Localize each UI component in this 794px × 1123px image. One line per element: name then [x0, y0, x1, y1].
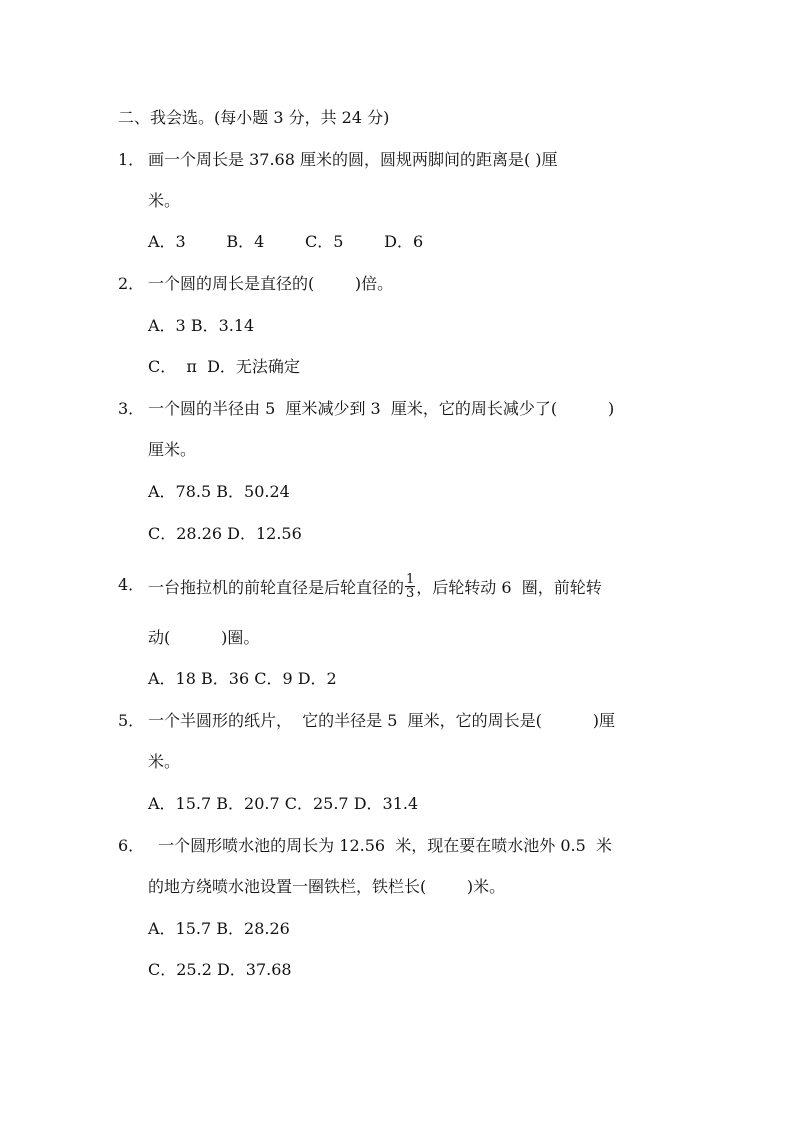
question-number: 6．	[118, 836, 145, 855]
question-text-continued: 的地方绕喷水池设置一圈铁栏，铁栏长( )米。	[148, 877, 506, 896]
question-text-continued: 米。	[148, 752, 181, 771]
question-text: 一个圆的半径由 5 厘米减少到 3 厘米，它的周长减少了( )	[148, 399, 615, 418]
question-text-part: ，后轮转动 6 圈，前轮转	[416, 578, 602, 597]
answer-options: A．15.7 B．28.26	[148, 919, 290, 938]
answer-options: A．78.5 B．50.24	[148, 482, 290, 501]
question-text: 一个圆的周长是直径的( )倍。	[148, 274, 394, 293]
question-number: 2．	[118, 274, 145, 293]
question-text-continued: 厘米。	[148, 440, 197, 459]
question-text: 一个圆形喷水池的周长为 12.56 米，现在要在喷水池外 0.5 米	[148, 836, 612, 855]
question-text-continued: 动( )圈。	[148, 628, 260, 647]
answer-options: A．3 B．4 C．5 D．6	[148, 232, 424, 251]
answer-options: C．25.2 D．37.68	[148, 960, 292, 979]
question-text-part: 一台拖拉机的前轮直径是后轮直径的	[148, 578, 405, 597]
answer-options: A．3 B．3.14	[148, 316, 255, 335]
answer-options: A．18 B．36 C．9 D．2	[148, 669, 337, 688]
fraction	[405, 573, 415, 600]
question-text: 一个半圆形的纸片， 它的半径是 5 厘米，它的周长是( )厘	[148, 711, 615, 730]
answer-options: A．15.7 B．20.7 C．25.7 D．31.4	[148, 794, 419, 813]
question-text	[148, 572, 602, 602]
question-number: 1．	[118, 150, 145, 169]
question-number: 4．	[118, 575, 145, 594]
answer-options: C． π D．无法确定	[148, 357, 300, 376]
question-number: 3．	[118, 399, 145, 418]
question-text: 画一个周长是 37.68 厘米的圆，圆规两脚间的距离是( )厘	[148, 150, 558, 169]
fraction-denominator: 3	[406, 586, 415, 601]
section-title: 二、我会选。(每小题 3 分，共 24 分)	[118, 108, 390, 127]
question-text-continued: 米。	[148, 191, 181, 210]
question-number: 5．	[118, 711, 145, 730]
answer-options: C．28.26 D．12.56	[148, 524, 302, 543]
fraction-numerator: 1	[406, 572, 415, 587]
